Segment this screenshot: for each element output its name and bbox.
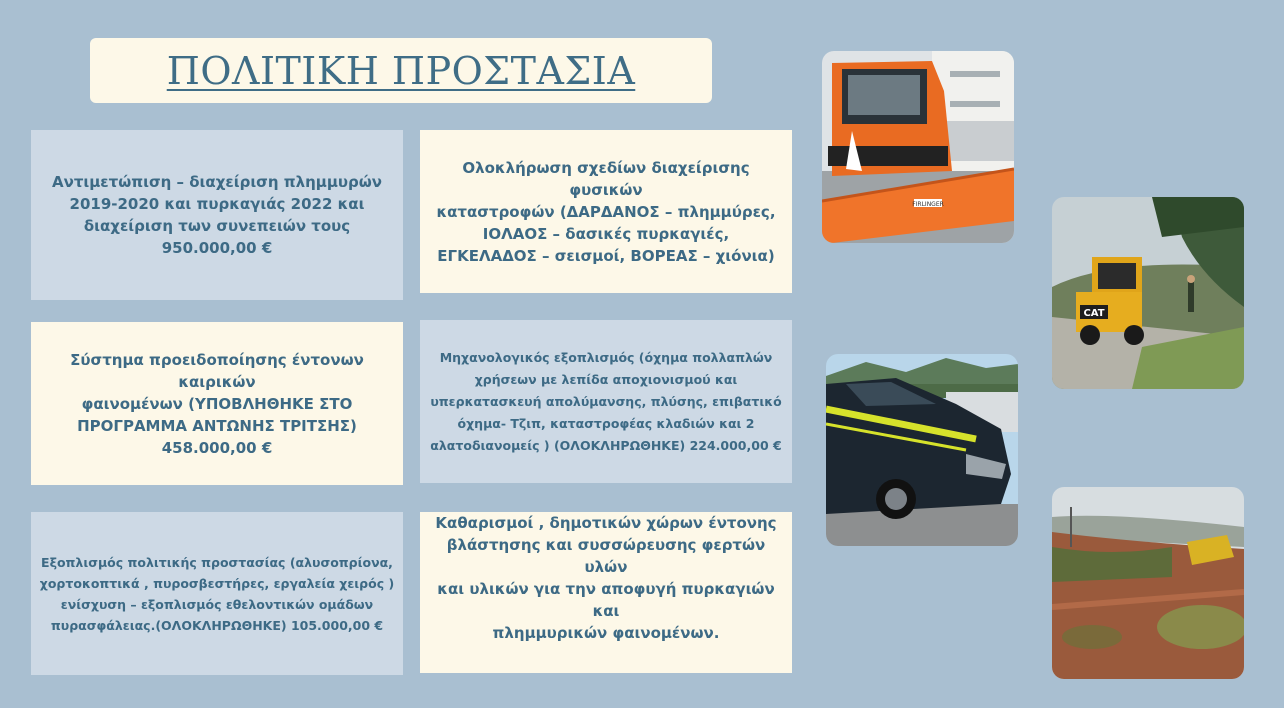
card-text: Καθαρισμοί , δημοτικών χώρων έντονης βλάστησης και συσσώρευσης φερτών υλών και υλικών για την αποφυγή πυρκαγιών και πλημμυρικών φαινομένων. xyxy=(435,513,777,642)
title-box xyxy=(90,38,712,103)
card-text: Σύστημα προειδοποίησης έντονων καιρικών φαινομένων (ΥΠΟΒΛΗΘΗΚΕ ΣΤΟ ΠΡΟΓΡΑΜΜΑ ΑΝΤΩΝΗΣ ΤΡΙΤΣΗΣ) xyxy=(70,350,364,435)
snowplow-vehicle-photo xyxy=(822,51,1014,243)
card-floods-fire xyxy=(31,130,403,300)
card-amount: 458.000,00 € xyxy=(161,438,273,457)
card-cleanups xyxy=(420,512,792,673)
card-protection-equipment xyxy=(31,512,403,675)
cat-loader-photo xyxy=(1052,197,1244,389)
card-text: Αντιμετώπιση – διαχείριση πλημμυρών 2019-2020 και πυρκαγιάς 2022 και διαχείριση των συνεπειών τους xyxy=(52,173,382,235)
card-warning-system xyxy=(31,322,403,485)
card-text: Μηχανολογικός εξοπλισμός (όχημα πολλαπλών χρήσεων με λεπίδα αποχιονισμού και υπερκατασκευή απολύμανσης, πλύσης, επιβατικό όχημα- Τζιπ, καταστροφέας κλαδιών και 2 αλατοδιανομείς ) (ΟΛΟΚΛΗΡΩΘΗΚΕ) 224.000,00 € xyxy=(430,349,782,453)
card-disaster-plans xyxy=(420,130,792,293)
land-clearing-photo xyxy=(1052,487,1244,679)
card-mechanical-equipment xyxy=(420,320,792,483)
page-title: ΠΟΛΙΤΙΚΗ ΠΡΟΣΤΑΣΙΑ xyxy=(166,48,636,93)
snowplow-label: FIRLINGER xyxy=(912,201,944,208)
card-amount: 950.000,00 € xyxy=(161,239,273,257)
cat-label: CAT xyxy=(1083,308,1105,319)
suv-vehicle-photo xyxy=(826,354,1018,546)
card-text: Ολοκλήρωση σχεδίων διαχείρισης φυσικών καταστροφών (ΔΑΡΔΑΝΟΣ – πλημμύρες, ΙΟΛΑΟΣ – δασικές πυρκαγιές, ΕΓΚΕΛΑΔΟΣ – σεισμοί, ΒΟΡΕΑΣ – χιόνια) xyxy=(436,158,776,265)
card-text: Εξοπλισμός πολιτικής προστασίας (αλυσοπρίονα, χορτοκοπτικά , πυροσβεστήρες, εργαλεία χειρός ) ενίσχυση – εξοπλισμός εθελοντικών ομάδων πυρασφάλειας.(ΟΛΟΚΛΗΡΩΘΗΚΕ) 105.000,00 € xyxy=(39,554,395,633)
